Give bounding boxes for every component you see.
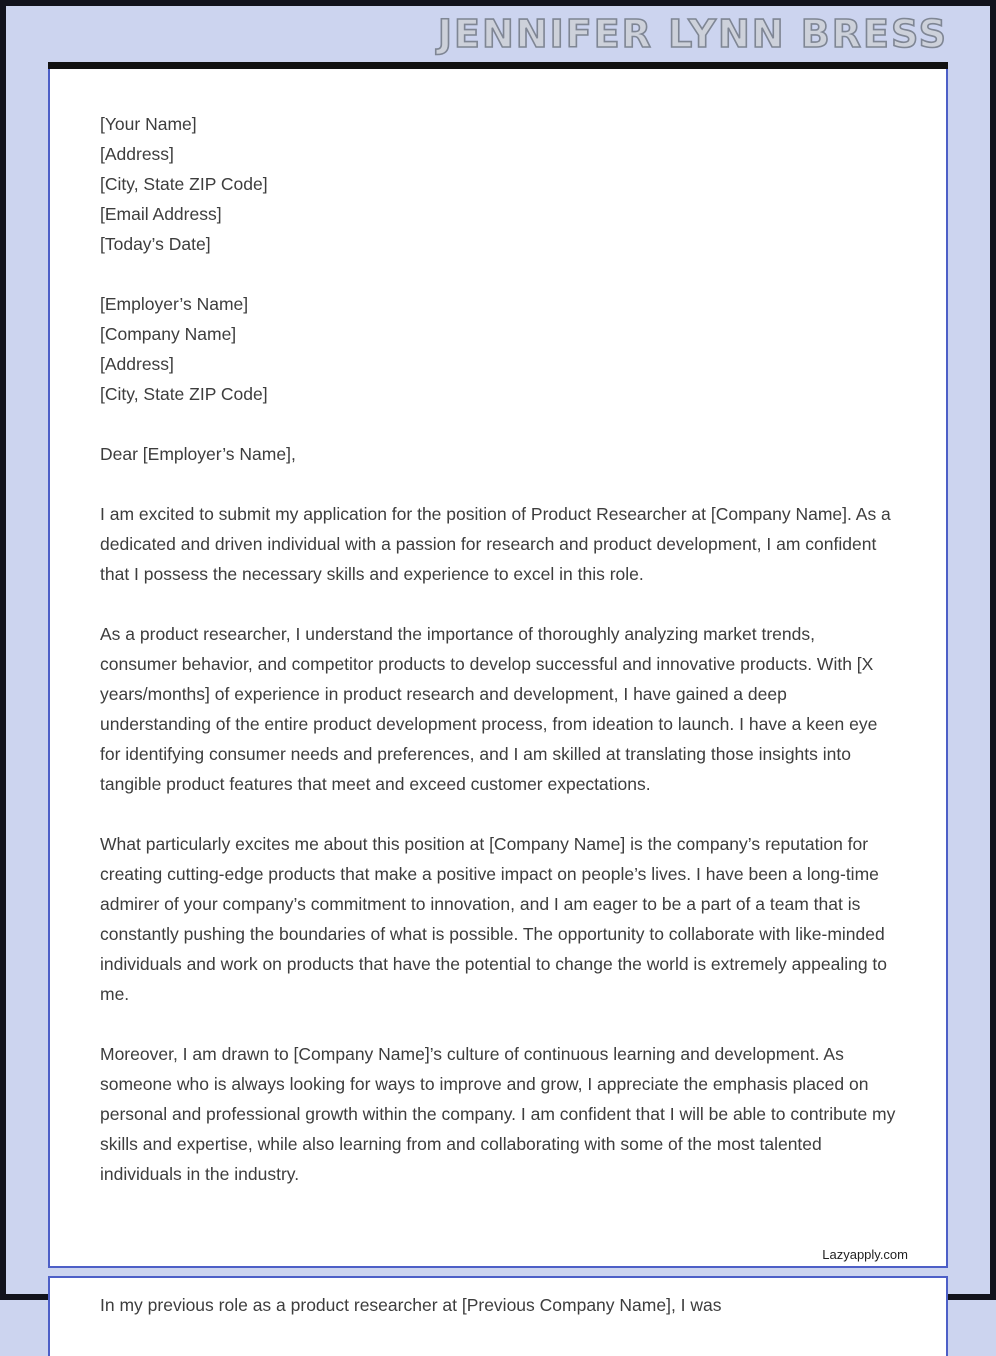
letter-page-1 [48,69,948,1268]
salutation [100,439,896,469]
salutation-line: Dear [Employer’s Name], [100,444,296,464]
sender-address-block [100,109,896,259]
body-paragraph: As a product researcher, I understand the importance of thoroughly analyzing market trends, consumer behavior, and competitor products to develop successful and innovative products. With [X years/months] of experience in product research and development, I have gained a deep understanding of the entire product development process, from ideation to launch. I have a keen eye for identifying consumer needs and preferences, and I am skilled at translating those insights into tangible product features that meet and exceed customer expectations. [100,624,878,794]
recipient-line: [Employer’s Name] [100,294,249,314]
letterhead [48,6,948,62]
body-paragraph: What particularly excites me about this position at [Company Name] is the company’s reputation for creating cutting-edge products that make a positive impact on people’s lives. I have been a long-time admirer of your company’s commitment to innovation, and I am eager to be a part of a team that is constantly pushing the boundaries of what is possible. The opportunity to collaborate with like-minded individuals and work on products that have the potential to change the world is extremely appealing to me. [100,834,888,1004]
sender-line: [Today’s Date] [100,234,211,254]
body-paragraph: I am excited to submit my application for the position of Product Researcher at [Company Name]. As a dedicated and driven individual with a passion for research and product development, I am confident that I possess the necessary skills and experience to excel in this role. [100,504,891,584]
recipient-address-block [100,289,896,409]
body-paragraph: Moreover, I am drawn to [Company Name]’s culture of continuous learning and development. As someone who is always looking for ways to improve and grow, I appreciate the emphasis placed on personal and professional growth within the company. I am confident that I will be able to contribute my skills and expertise, while also learning from and collaborating with some of the most talented individuals in the industry. [100,1044,896,1184]
recipient-line: [City, State ZIP Code] [100,384,268,404]
sender-line: [Your Name] [100,114,197,134]
sender-line: [Email Address] [100,204,222,224]
sender-line: [Address] [100,144,174,164]
body-paragraph-continuation: In my previous role as a product researcher at [Previous Company Name], I was [100,1295,722,1315]
sender-line: [City, State ZIP Code] [100,174,268,194]
letterhead-name: JENNIFER LYNN BRESS [437,12,948,56]
recipient-line: [Address] [100,354,174,374]
recipient-line: [Company Name] [100,324,237,344]
watermark-text: Lazyapply.com [822,1247,908,1262]
header-divider-bar [48,62,948,69]
letter-page-2 [48,1276,948,1356]
